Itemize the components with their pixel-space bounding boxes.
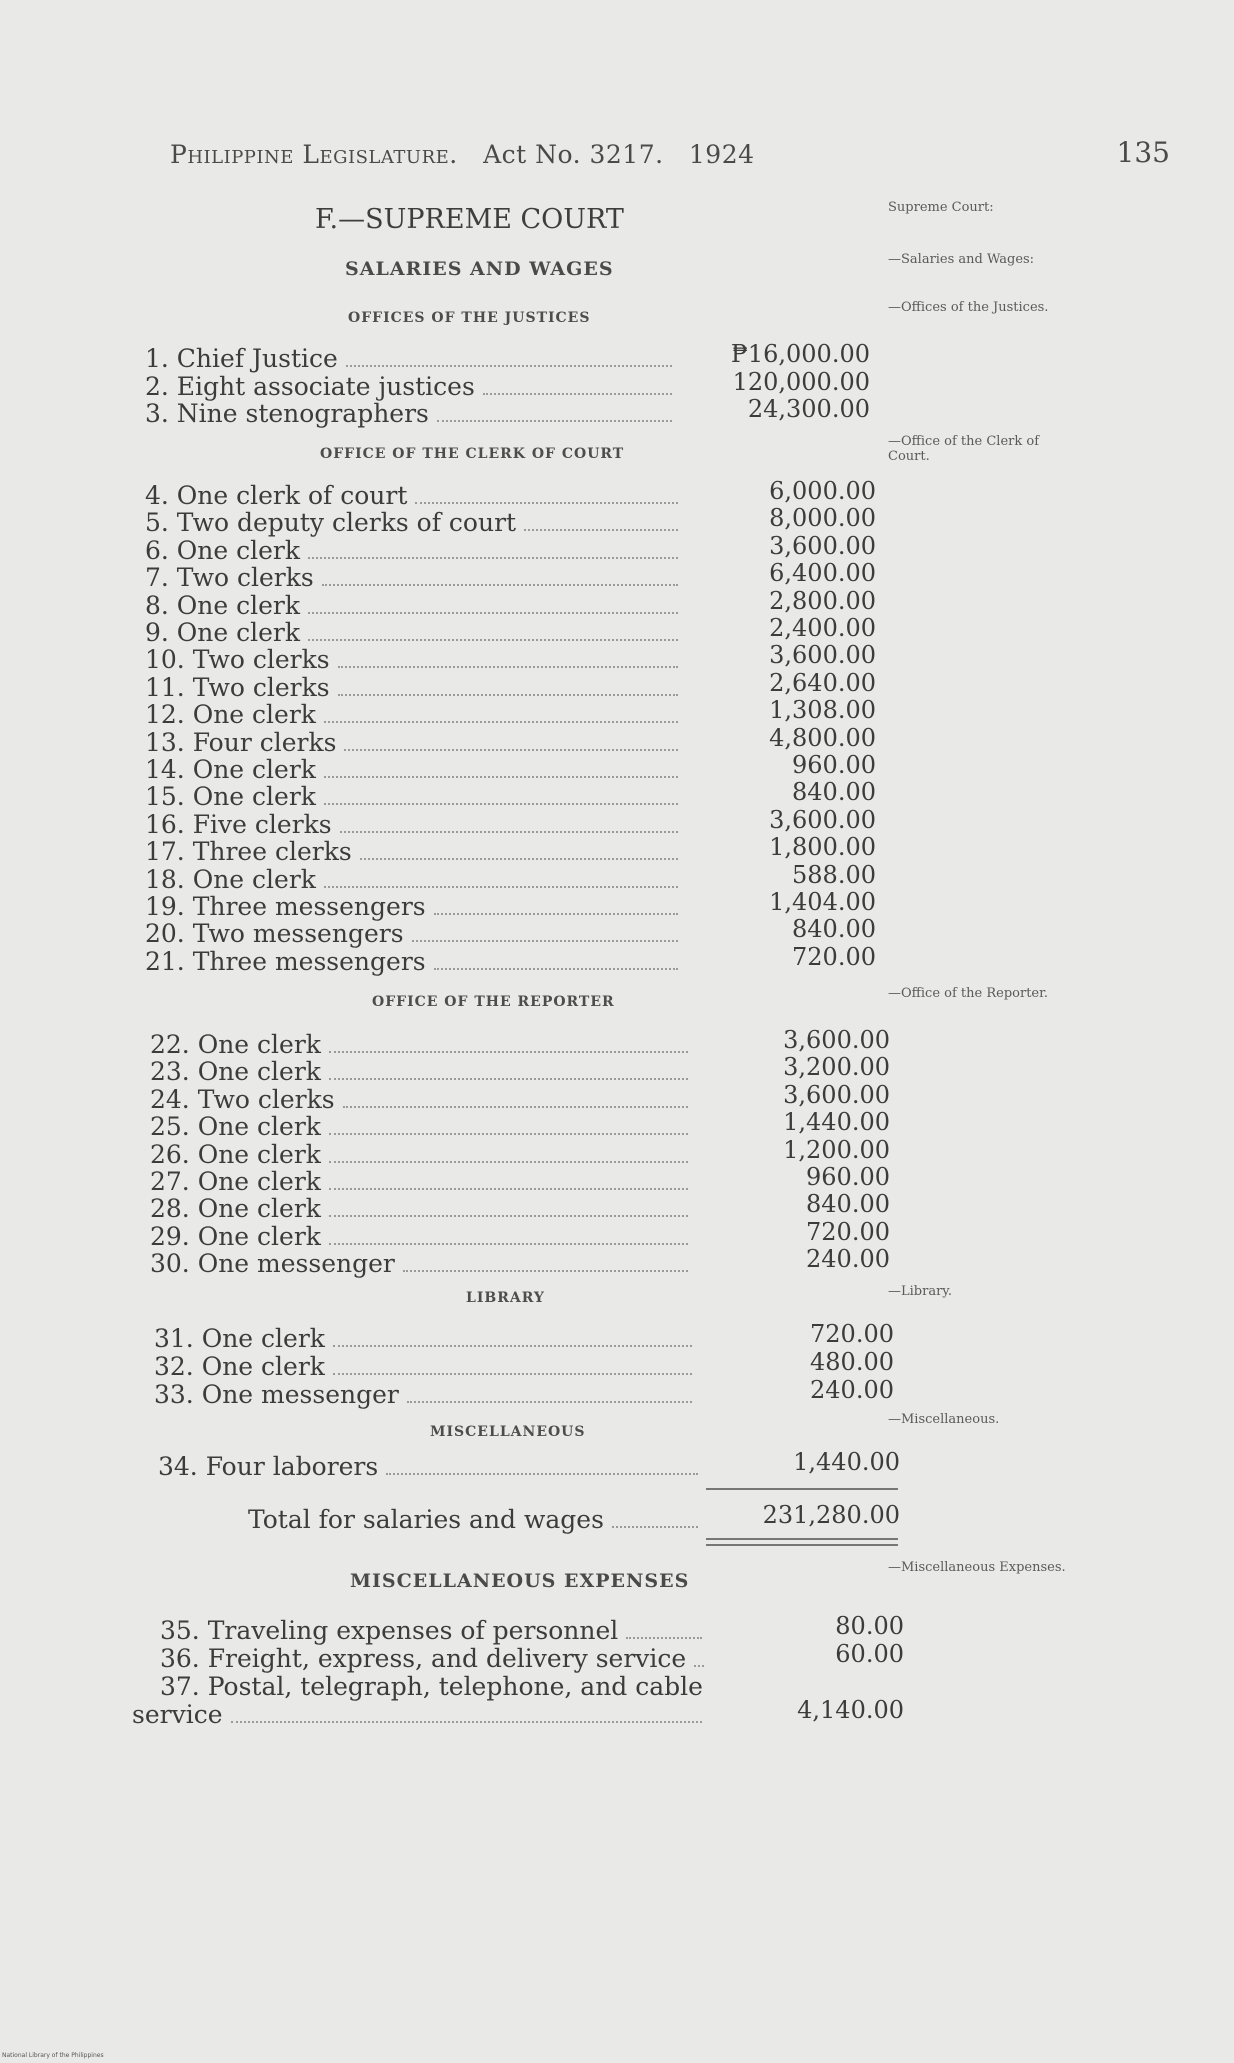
line-item-label: 36. Freight, express, and delivery service bbox=[160, 1644, 687, 1673]
line-item-amount: 1,800.00 bbox=[769, 833, 876, 862]
leader-dots bbox=[403, 1256, 688, 1272]
line-item-row bbox=[154, 1380, 700, 1407]
legislature-title: Philippine Legislature. bbox=[170, 140, 458, 169]
line-item-label: 12. One clerk bbox=[145, 700, 316, 730]
line-item-label: 3. Nine stenographers bbox=[145, 399, 429, 428]
line-item-amount: ₱16,000.00 bbox=[730, 340, 870, 368]
leader-dots bbox=[483, 379, 672, 395]
total-double-rule-bottom bbox=[706, 1544, 898, 1546]
line-item-label: 13. Four clerks bbox=[145, 727, 337, 757]
total-double-rule-top bbox=[706, 1538, 898, 1540]
group-heading-misc-expenses: MISCELLANEOUS EXPENSES bbox=[350, 1570, 690, 1592]
leader-dots bbox=[329, 1174, 688, 1190]
line-item-amount: 2,640.00 bbox=[769, 668, 876, 697]
line-item-row bbox=[145, 755, 686, 782]
line-item-row bbox=[160, 1672, 710, 1699]
line-item-label: 11. Two clerks bbox=[145, 672, 330, 702]
leader-dots bbox=[338, 652, 678, 668]
line-item-label: 21. Three messengers bbox=[145, 946, 426, 976]
line-item-amount: 3,600.00 bbox=[783, 1080, 890, 1109]
line-item-row bbox=[150, 1085, 696, 1112]
section-title: F.—SUPREME COURT bbox=[315, 204, 624, 235]
line-item-amount: 4,140.00 bbox=[797, 1696, 904, 1724]
line-item-label: 14. One clerk bbox=[145, 755, 316, 784]
leader-dots bbox=[333, 1331, 692, 1347]
group-heading-library: LIBRARY bbox=[466, 1290, 545, 1306]
leader-dots bbox=[324, 762, 678, 778]
leader-dots bbox=[324, 707, 678, 723]
line-item-row bbox=[160, 1616, 710, 1643]
line-item-row bbox=[154, 1324, 700, 1351]
line-item-row bbox=[145, 481, 686, 508]
leader-dots bbox=[626, 1623, 702, 1639]
leader-dots bbox=[308, 625, 678, 641]
leader-dots bbox=[343, 1092, 688, 1108]
line-item-row bbox=[145, 508, 686, 538]
line-item-label: 5. Two deputy clerks of court bbox=[145, 508, 517, 538]
total-amount: 231,280.00 bbox=[762, 1501, 900, 1529]
leader-dots bbox=[386, 1459, 698, 1475]
line-item-label: 32. One clerk bbox=[154, 1352, 325, 1381]
leader-dots bbox=[434, 954, 678, 970]
line-item-label: 9. One clerk bbox=[145, 618, 301, 647]
line-item-row bbox=[145, 645, 686, 675]
line-item-amount: 3,600.00 bbox=[769, 805, 876, 834]
line-item-amount: 24,300.00 bbox=[747, 395, 870, 423]
leader-dots bbox=[329, 1064, 688, 1080]
line-item-label: 1. Chief Justice bbox=[145, 344, 338, 373]
line-item-row bbox=[145, 673, 686, 700]
line-item-label: 8. One clerk bbox=[145, 590, 301, 620]
line-item-amount: 240.00 bbox=[810, 1376, 894, 1404]
line-item-amount: 1,308.00 bbox=[769, 696, 876, 725]
line-item-amount: 3,200.00 bbox=[783, 1053, 890, 1082]
line-item-label: 19. Three messengers bbox=[145, 892, 426, 921]
leader-dots bbox=[329, 1119, 688, 1135]
line-item-amount: 8,000.00 bbox=[769, 504, 876, 533]
line-item-amount: 1,440.00 bbox=[793, 1448, 900, 1476]
line-item-amount: 2,800.00 bbox=[769, 586, 876, 615]
line-item-label: service bbox=[132, 1700, 223, 1729]
line-item-row bbox=[145, 728, 686, 755]
line-item-row bbox=[150, 1140, 696, 1167]
leader-dots bbox=[308, 543, 678, 559]
line-item-amount: 1,404.00 bbox=[769, 888, 876, 916]
group-heading-misc: MISCELLANEOUS bbox=[430, 1424, 586, 1440]
leader-dots bbox=[308, 598, 678, 614]
line-item-row bbox=[150, 1249, 696, 1279]
group-heading-clerk: OFFICE OF THE CLERK OF COURT bbox=[320, 446, 625, 462]
leader-dots bbox=[415, 488, 678, 504]
line-item-label: 29. One clerk bbox=[150, 1221, 321, 1251]
line-item-amount: 960.00 bbox=[806, 1163, 890, 1191]
line-item-amount: 840.00 bbox=[792, 778, 876, 807]
line-item-amount: 720.00 bbox=[806, 1217, 890, 1246]
line-item-row bbox=[154, 1352, 700, 1379]
line-item-label: 27. One clerk bbox=[150, 1167, 321, 1196]
line-item-amount: 3,600.00 bbox=[783, 1026, 890, 1054]
line-item-row bbox=[145, 810, 686, 837]
leader-dots bbox=[360, 844, 678, 860]
leader-dots bbox=[324, 789, 678, 805]
leader-dots bbox=[324, 872, 678, 888]
line-item-row bbox=[150, 1167, 696, 1194]
leader-dots bbox=[231, 1707, 703, 1723]
line-item-amount: 60.00 bbox=[835, 1640, 904, 1668]
line-item-row bbox=[145, 591, 686, 618]
line-item-amount: 2,400.00 bbox=[769, 614, 876, 642]
line-item-row bbox=[145, 782, 686, 812]
total-rule bbox=[706, 1488, 898, 1490]
line-item-row bbox=[145, 700, 686, 730]
line-item-amount: 1,440.00 bbox=[783, 1108, 890, 1137]
leader-dots bbox=[694, 1651, 704, 1667]
group-heading-reporter: OFFICE OF THE REPORTER bbox=[372, 994, 615, 1010]
line-item-row bbox=[150, 1194, 696, 1224]
salaries-subtitle: SALARIES AND WAGES bbox=[345, 258, 614, 280]
line-item-label: Total for salaries and wages bbox=[248, 1505, 604, 1534]
page-number: 135 bbox=[1116, 136, 1170, 169]
line-item-row bbox=[145, 919, 686, 949]
sidenote-salaries: —Salaries and Wages: bbox=[888, 252, 1035, 267]
line-item-label: 31. One clerk bbox=[154, 1324, 325, 1353]
line-item-label: 37. Postal, telegraph, telephone, and cable bbox=[160, 1672, 703, 1701]
line-item-label: 23. One clerk bbox=[150, 1057, 321, 1087]
sidenote-clerk: —Office of the Clerk of Court. bbox=[888, 434, 1040, 464]
line-item-row bbox=[145, 618, 686, 645]
line-item-amount: 840.00 bbox=[806, 1190, 890, 1219]
leader-dots bbox=[412, 926, 678, 942]
line-item-label: 6. One clerk bbox=[145, 535, 301, 565]
line-item-label: 20. Two messengers bbox=[145, 919, 404, 949]
leader-dots bbox=[329, 1201, 688, 1217]
line-item-row bbox=[132, 1700, 710, 1727]
line-item-amount: 588.00 bbox=[792, 860, 876, 889]
line-item-label: 10. Two clerks bbox=[145, 645, 330, 675]
line-item-amount: 120,000.00 bbox=[732, 367, 870, 396]
line-item-amount: 480.00 bbox=[810, 1348, 894, 1376]
line-item-row bbox=[145, 536, 686, 563]
line-item-label: 33. One messenger bbox=[154, 1380, 399, 1409]
line-item-label: 35. Traveling expenses of personnel bbox=[160, 1616, 619, 1645]
running-header bbox=[170, 140, 1070, 169]
sidenote-library: —Library. bbox=[888, 1284, 953, 1299]
line-item-label: 17. Three clerks bbox=[145, 837, 352, 867]
leader-dots bbox=[346, 351, 672, 367]
leader-dots bbox=[338, 680, 678, 696]
leader-dots bbox=[437, 406, 672, 422]
sidenote-supreme-court: Supreme Court: bbox=[888, 200, 994, 215]
line-item-amount: 720.00 bbox=[792, 942, 876, 971]
line-item-label: 4. One clerk of court bbox=[145, 481, 408, 510]
line-item-amount: 80.00 bbox=[835, 1612, 904, 1640]
sidenote-misc: —Miscellaneous. bbox=[888, 1412, 1000, 1427]
line-item-row bbox=[145, 399, 680, 426]
line-item-label: 24. Two clerks bbox=[150, 1084, 335, 1114]
line-item-label: 26. One clerk bbox=[150, 1139, 321, 1169]
line-item-amount: 3,600.00 bbox=[769, 531, 876, 560]
line-item-row bbox=[145, 344, 680, 371]
sidenote-misc-expenses: —Miscellaneous Expenses. bbox=[888, 1560, 1066, 1575]
line-item-label: 7. Two clerks bbox=[145, 563, 314, 593]
line-item-amount: 720.00 bbox=[810, 1320, 894, 1348]
line-item-row bbox=[145, 892, 686, 919]
leader-dots bbox=[329, 1229, 688, 1245]
line-item-row bbox=[145, 947, 686, 974]
line-item-amount: 3,600.00 bbox=[769, 641, 876, 670]
line-item-row bbox=[158, 1452, 706, 1479]
line-item-label: 22. One clerk bbox=[150, 1030, 321, 1059]
line-item-row bbox=[150, 1112, 696, 1142]
sidenote-reporter: —Office of the Reporter. bbox=[888, 986, 1049, 1001]
line-item-label: 30. One messenger bbox=[150, 1249, 395, 1279]
line-item-amount: 6,400.00 bbox=[769, 559, 876, 588]
line-item-label: 18. One clerk bbox=[145, 864, 316, 894]
leader-dots bbox=[344, 735, 678, 751]
line-item-amount: 6,000.00 bbox=[769, 477, 876, 505]
leader-dots bbox=[333, 1359, 692, 1375]
line-item-row bbox=[145, 563, 686, 593]
group-heading-justices: OFFICES OF THE JUSTICES bbox=[348, 310, 591, 326]
line-item-row bbox=[145, 865, 686, 892]
line-item-amount: 4,800.00 bbox=[769, 723, 876, 752]
leader-dots bbox=[322, 570, 678, 586]
sidenote-justices: —Offices of the Justices. bbox=[888, 300, 1049, 315]
line-item-row bbox=[145, 837, 686, 867]
line-item-label: 28. One clerk bbox=[150, 1194, 321, 1224]
line-item-label: 34. Four laborers bbox=[158, 1452, 379, 1481]
line-item-amount: 240.00 bbox=[806, 1245, 890, 1274]
line-item-row bbox=[150, 1057, 696, 1087]
leader-dots bbox=[524, 515, 678, 531]
leader-dots bbox=[329, 1147, 688, 1163]
line-item-row bbox=[145, 372, 680, 399]
line-item-amount: 960.00 bbox=[792, 751, 876, 779]
line-item-row bbox=[150, 1030, 696, 1057]
line-item-label: 16. Five clerks bbox=[145, 809, 332, 839]
line-item-row bbox=[150, 1222, 696, 1249]
line-item-amount: 840.00 bbox=[792, 915, 876, 944]
leader-dots bbox=[340, 817, 678, 833]
line-item-label: 25. One clerk bbox=[150, 1112, 321, 1142]
total-row bbox=[248, 1505, 706, 1532]
act-year: 1924 bbox=[688, 140, 755, 169]
line-item-amount: 1,200.00 bbox=[783, 1135, 890, 1164]
leader-dots bbox=[329, 1037, 688, 1053]
leader-dots bbox=[612, 1512, 698, 1528]
line-item-label: 15. One clerk bbox=[145, 782, 316, 812]
leader-dots bbox=[407, 1387, 692, 1403]
leader-dots bbox=[434, 899, 678, 915]
line-item-label: 2. Eight associate justices bbox=[145, 371, 475, 401]
act-number: Act No. 3217. bbox=[483, 140, 664, 169]
line-item-row bbox=[160, 1644, 710, 1671]
footer-credit: National Library of the Philippines bbox=[2, 2052, 104, 2059]
